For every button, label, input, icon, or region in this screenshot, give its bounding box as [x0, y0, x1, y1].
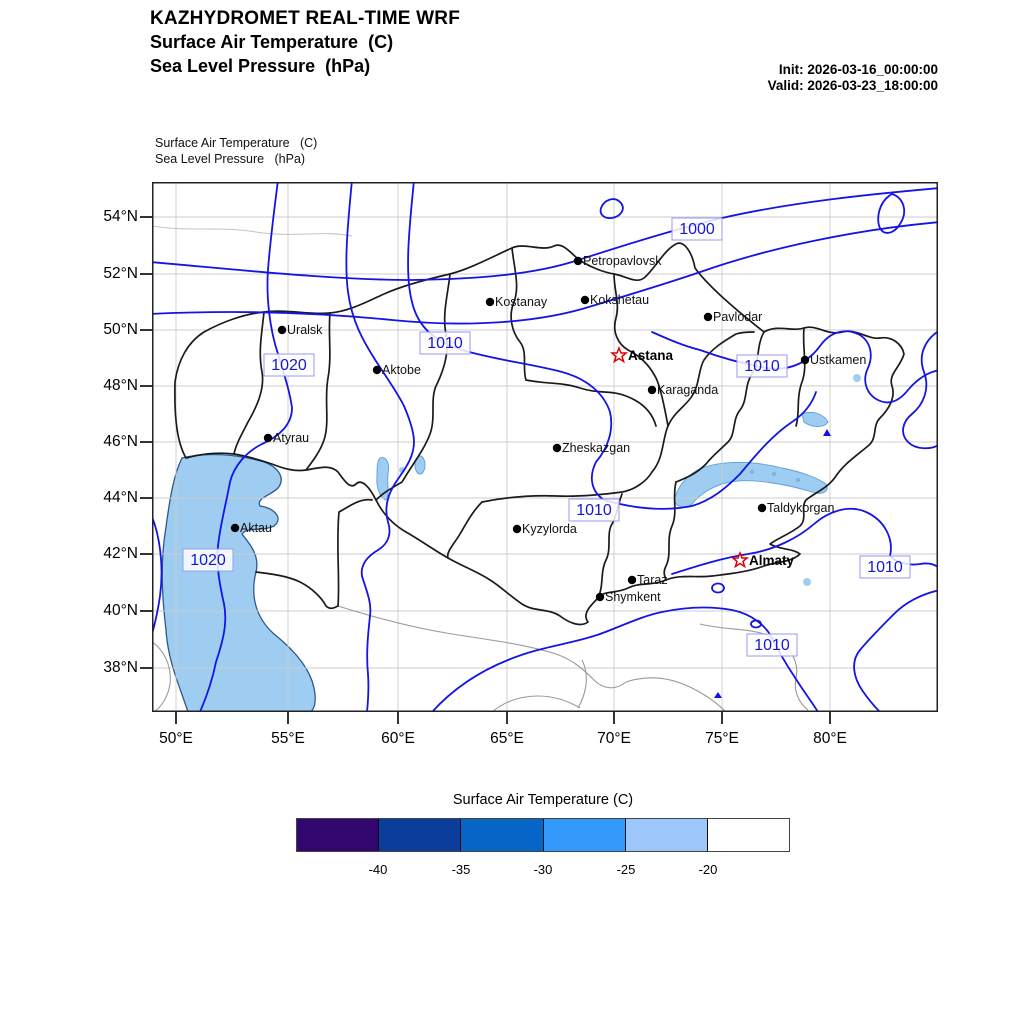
svg-text:Kostanay: Kostanay	[495, 295, 548, 309]
colorbar-segment	[461, 819, 543, 851]
lat-label-48n: 48°N	[103, 377, 138, 394]
colorbar-tick--30: -30	[533, 862, 553, 877]
contour-label-1020-caspian	[183, 549, 233, 571]
svg-text:Petropavlovsk: Petropavlovsk	[583, 254, 662, 268]
lat-label-38n: 38°N	[103, 659, 138, 676]
city-taraz	[628, 573, 668, 587]
small-lake	[853, 374, 861, 382]
lat-tick	[140, 216, 152, 218]
colorbar-segment	[708, 819, 789, 851]
city-zheskazgan	[553, 441, 630, 455]
colorbar-title: Surface Air Temperature (C)	[452, 792, 634, 808]
svg-text:Almaty: Almaty	[749, 553, 795, 568]
lon-tick	[287, 712, 289, 724]
svg-text:Atyrau: Atyrau	[273, 431, 310, 445]
colorbar-segment	[379, 819, 461, 851]
svg-text:1010: 1010	[754, 637, 790, 654]
blue-marker-triangle	[714, 692, 722, 698]
small-lake	[803, 578, 811, 586]
lat-label-54n: 54°N	[103, 208, 138, 225]
map-subtitle-temperature: Surface Air Temperature (C)	[155, 136, 318, 150]
city-kostanay	[486, 295, 548, 309]
svg-text:1020: 1020	[271, 357, 307, 374]
lat-label-52n: 52°N	[103, 265, 138, 282]
caspian-sea	[162, 455, 315, 712]
svg-text:Ustkamen: Ustkamen	[810, 353, 867, 367]
colorbar-segment	[297, 819, 379, 851]
colorbar-segment	[544, 819, 626, 851]
lon-label-80e: 80°E	[813, 730, 847, 747]
colorbar-tick--40: -40	[368, 862, 388, 877]
lat-tick	[140, 667, 152, 669]
water-bodies	[162, 374, 861, 712]
svg-text:Zheskazgan: Zheskazgan	[562, 441, 631, 455]
svg-text:1010: 1010	[427, 335, 463, 352]
svg-text:Aktau: Aktau	[240, 521, 272, 535]
lon-label-65e: 65°E	[490, 730, 524, 747]
init-time: Init: 2026-03-16_00:00:00	[778, 62, 938, 77]
lat-label-44n: 44°N	[103, 489, 138, 506]
city-uralsk	[278, 323, 323, 337]
city-taldykorgan	[758, 501, 835, 515]
lon-label-50e: 50°E	[159, 730, 193, 747]
city-petropavlovsk	[574, 254, 662, 268]
lake-speckle	[796, 478, 800, 482]
svg-text:1010: 1010	[576, 502, 612, 519]
city-pavlodar	[704, 310, 763, 324]
lat-label-50n: 50°N	[103, 321, 138, 338]
city-ustkamen	[801, 353, 867, 367]
contour-label-1010-center	[569, 499, 619, 521]
lat-tick	[140, 610, 152, 612]
lat-label-42n: 42°N	[103, 545, 138, 562]
colorbar-segment	[626, 819, 708, 851]
lat-tick	[140, 385, 152, 387]
svg-text:Kyzylorda: Kyzylorda	[522, 522, 577, 536]
contour-label-1010-east	[737, 355, 787, 377]
lat-tick	[140, 553, 152, 555]
contour-label-1020	[264, 354, 314, 376]
lon-tick	[175, 712, 177, 724]
lake-zaysan	[802, 412, 828, 426]
map-subtitle-pressure: Sea Level Pressure (hPa)	[155, 152, 306, 166]
page-subtitle-temperature: Surface Air Temperature (C)	[150, 32, 394, 52]
run-times	[768, 62, 938, 94]
page-subtitle-pressure: Sea Level Pressure (hPa)	[150, 56, 371, 76]
page-title: KAZHYDROMET REAL-TIME WRF	[150, 8, 461, 29]
lat-label-40n: 40°N	[103, 602, 138, 619]
contour-label-1000	[672, 218, 722, 240]
lon-tick	[397, 712, 399, 724]
lon-tick	[829, 712, 831, 724]
svg-text:Uralsk: Uralsk	[287, 323, 323, 337]
valid-time: Valid: 2026-03-23_18:00:00	[767, 78, 938, 93]
city-atyrau	[264, 431, 309, 445]
lon-tick	[613, 712, 615, 724]
svg-text:1010: 1010	[867, 559, 903, 576]
city-aktobe	[373, 363, 421, 377]
contour-label-1010-bottom	[747, 634, 797, 656]
svg-text:Taldykorgan: Taldykorgan	[767, 501, 835, 515]
contour-closed-small	[601, 199, 623, 218]
svg-text:Aktobe: Aktobe	[382, 363, 421, 377]
svg-text:Shymkent: Shymkent	[605, 590, 661, 604]
lat-label-46n: 46°N	[103, 433, 138, 450]
svg-text:Kokshetau: Kokshetau	[590, 293, 650, 307]
city-astana-capital	[612, 348, 674, 363]
lat-tick	[140, 441, 152, 443]
svg-text:1010: 1010	[744, 358, 780, 375]
city-kokshetau	[581, 293, 649, 307]
colorbar-tick--20: -20	[698, 862, 718, 877]
lake-speckle	[772, 472, 776, 476]
lon-tick	[721, 712, 723, 724]
lon-label-55e: 55°E	[271, 730, 305, 747]
lon-tick	[506, 712, 508, 724]
lon-label-75e: 75°E	[705, 730, 739, 747]
weather-map	[152, 182, 938, 712]
lake-speckle	[750, 470, 754, 474]
colorbar	[296, 818, 790, 852]
svg-text:Astana: Astana	[628, 348, 674, 363]
lon-label-60e: 60°E	[381, 730, 415, 747]
colorbar-tick--25: -25	[616, 862, 636, 877]
lat-tick	[140, 329, 152, 331]
city-kyzylorda	[513, 522, 577, 536]
lat-tick	[140, 497, 152, 499]
city-karaganda	[648, 383, 718, 397]
colorbar-tick--35: -35	[451, 862, 471, 877]
svg-text:1020: 1020	[190, 552, 226, 569]
lat-tick	[140, 273, 152, 275]
svg-text:Taraz: Taraz	[637, 573, 668, 587]
svg-text:Pavlodar: Pavlodar	[713, 310, 763, 324]
contour-label-1010-right	[860, 556, 910, 578]
city-shymkent	[596, 590, 661, 604]
contour-label-1010	[420, 332, 470, 354]
lon-label-70e: 70°E	[597, 730, 631, 747]
svg-text:Karaganda: Karaganda	[657, 383, 719, 397]
svg-text:1000: 1000	[679, 221, 715, 238]
